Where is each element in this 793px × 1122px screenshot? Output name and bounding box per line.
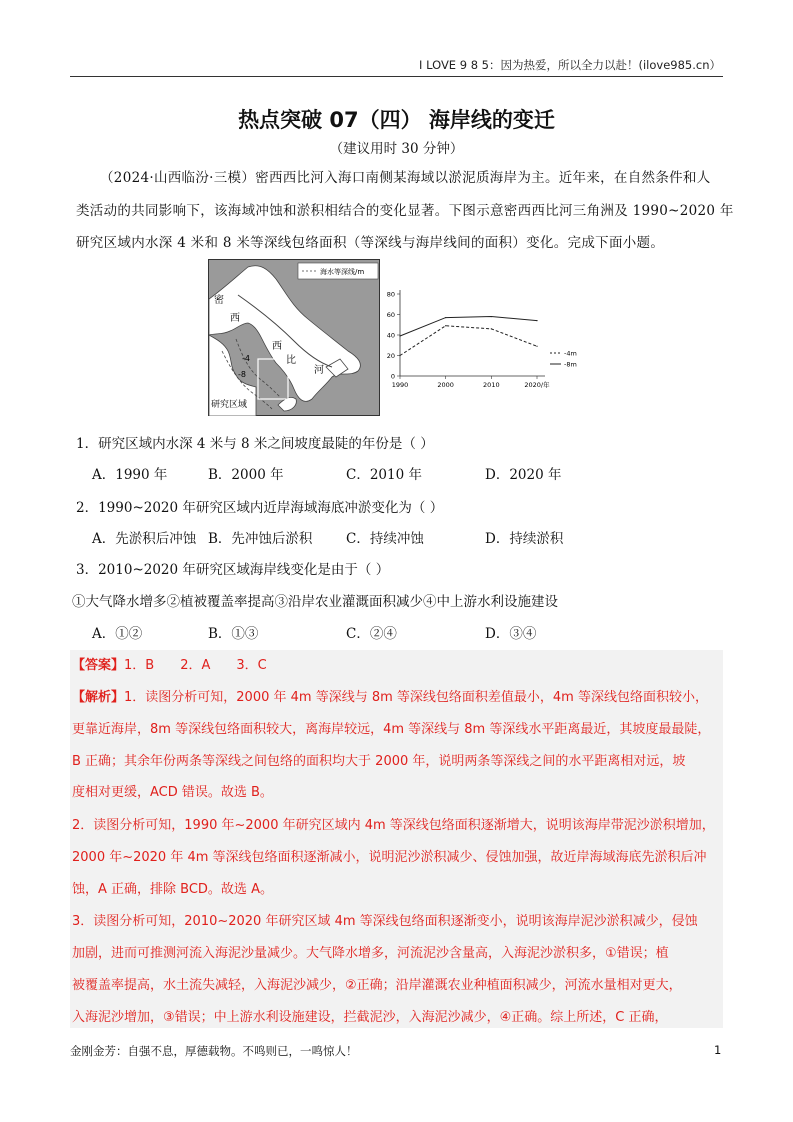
page-number: 1 [714, 1043, 722, 1057]
q1-option-c[interactable]: C．2010 年 [346, 467, 422, 483]
chart-point-8m-2020 [536, 320, 537, 321]
chart-point-4m-2010 [491, 328, 492, 329]
analysis-line-9: 加剧，进而可推测河流入海泥沙量减少。大气降水增多，河流泥沙含量高，入海泥沙淤积多，①错误；植 [72, 946, 669, 961]
analysis-line-7: 蚀，A 正确，排除 BCD。故选 A。 [72, 882, 273, 897]
chart-point-8m-2010 [491, 316, 492, 317]
answer-tag: 【答案】 [72, 658, 125, 673]
map-label-he: 河 [314, 365, 324, 376]
page-title: 热点突破 07（四） 海岸线的变迁 [238, 108, 555, 132]
chart-legend-label: -8m [564, 360, 577, 369]
depth-area-chart [382, 286, 592, 396]
analysis-line-1 [72, 686, 708, 705]
chart-series-line-8m [400, 317, 537, 336]
q3-option-c[interactable]: C．②④ [346, 626, 397, 642]
q2-option-b[interactable]: B．先冲蚀后淤积 [208, 531, 313, 547]
chart-point-4m-1990 [399, 355, 400, 356]
q1-option-a[interactable]: A．1990 年 [92, 467, 168, 483]
chart-x-tick-label: 1990 [391, 381, 409, 389]
question-3-stem: 3．2010~2020 年研究区域海岸线变化是由于（ ） [76, 562, 390, 578]
delta-map [208, 259, 380, 416]
chart-point-8m-1990 [399, 335, 400, 336]
analysis-tag: 【解析】 [72, 690, 125, 705]
chart-point-4m-2000 [445, 325, 446, 326]
chart-x-tick-label: 2000 [437, 381, 454, 389]
analysis-line-10: 被覆盖率提高，水土流失减轻，入海泥沙减少，②正确；沿岸灌溉农业种植面积减少，河流水量相对更大， [72, 978, 682, 993]
q2-option-c[interactable]: C．持续冲蚀 [346, 531, 424, 547]
analysis-text-1: 1．读图分析可知，2000 年 4m 等深线与 8m 等深线包络面积差值最小，4m 等深线包络面积较小， [124, 690, 708, 705]
chart-legend-label: -4m [564, 349, 577, 358]
intro-line-2: 类活动的共同影响下，该海域冲蚀和淤积相结合的变化显著。下图示意密西西比河三角洲及 1990~2020 年 [76, 203, 734, 219]
q3-option-b[interactable]: B．①③ [208, 626, 259, 642]
map-label-depth4: -4 [242, 354, 250, 363]
q2-option-d[interactable]: D．持续淤积 [485, 531, 564, 547]
chart-point-8m-2000 [445, 317, 446, 318]
header-divider [70, 76, 723, 77]
question-3-statements: ①大气降水增多②植被覆盖率提高③沿岸农业灌溉面积减少④中上游水利设施建设 [72, 594, 558, 610]
question-2-stem: 2．1990~2020 年研究区域内近岸海域海底冲淤变化为（ ） [76, 500, 444, 516]
q3-option-a[interactable]: A．①② [92, 626, 143, 642]
map-label-research: 研究区域 [211, 400, 248, 410]
chart-y-tick-label: 80 [386, 290, 395, 299]
q1-option-d[interactable]: D．2020 年 [485, 467, 562, 483]
chart-y-tick-label: 60 [386, 311, 395, 319]
analysis-line-4: 度相对更缓，ACD 错误。故选 B。 [72, 785, 273, 800]
analysis-line-3: B 正确；其余年份两条等深线之间包络的面积均大于 2000 年，说明两条等深线之间的水平距离相对远，坡 [72, 754, 686, 769]
map-legend-label: 海水等深线/m [320, 268, 365, 276]
answer-panel [70, 650, 723, 1028]
intro-line-1: （2024·山西临汾·三模）密西西比河入海口南侧某海域以淤泥质海岸为主。近年来，在自然条件和人 [100, 170, 711, 186]
answer-text: 1．B 2．A 3．C [124, 658, 267, 673]
map-label-mi: 密 [214, 295, 224, 306]
map-label-depth8: -8 [238, 370, 246, 379]
chart-y-tick-label: 0 [390, 372, 395, 381]
footer-motto: 金刚金芳：自强不息，厚德载物。不鸣则已，一鸣惊人！ [70, 1044, 358, 1058]
analysis-line-2: 更靠近海岸，8m 等深线包络面积较大，离海岸较远，4m 等深线与 8m 等深线水平距离最近，其坡度最最陡， [72, 722, 711, 737]
map-label-bi: 比 [286, 355, 296, 366]
q3-option-d[interactable]: D．③④ [485, 626, 537, 642]
chart-y-tick-label: 40 [386, 331, 395, 340]
answer-line [72, 654, 267, 673]
analysis-line-8: 3．读图分析可知，2010~2020 年研究区域 4m 等深线包络面积逐渐变小，说明该海岸泥沙淤积减少，侵蚀 [72, 914, 698, 929]
intro-line-3: 研究区域内水深 4 米和 8 米等深线包络面积（等深线与海岸线间的面积）变化。完成下面小题。 [76, 235, 665, 251]
question-1-stem: 1．研究区域内水深 4 米与 8 米之间坡度最陡的年份是（ ） [76, 436, 434, 452]
chart-y-tick-label: 20 [386, 352, 395, 360]
map-label-xi1: 西 [230, 313, 240, 324]
header-text: I LOVE 9 8 5：因为热爱，所以全力以赴！(ilove985.cn） [419, 58, 721, 72]
analysis-line-11: 入海泥沙增加，③错误；中上游水利设施建设，拦截泥沙，入海泥沙减少，④正确。综上所述，C 正确， [72, 1010, 668, 1025]
chart-point-4m-2020 [536, 346, 537, 347]
analysis-line-6: 2000 年~2020 年 4m 等深线包络面积逐渐减小，说明泥沙淤积减少、侵蚀加强，故近岸海域海底先淤积后冲 [72, 850, 707, 865]
analysis-line-5: 2．读图分析可知，1990 年~2000 年研究区域内 4m 等深线包络面积逐渐增大，说明该海岸带泥沙淤积增加， [72, 818, 715, 833]
q2-option-a[interactable]: A．先淤积后冲蚀 [92, 531, 197, 547]
q1-option-b[interactable]: B．2000 年 [208, 467, 284, 483]
page-subtitle: （建议用时 30 分钟） [329, 141, 464, 157]
chart-series-line-4m [400, 326, 537, 356]
map-label-xi2: 西 [272, 341, 282, 352]
chart-x-tick-label: 2010 [483, 381, 500, 389]
chart-x-tick-label: 2020/年 [524, 381, 550, 389]
